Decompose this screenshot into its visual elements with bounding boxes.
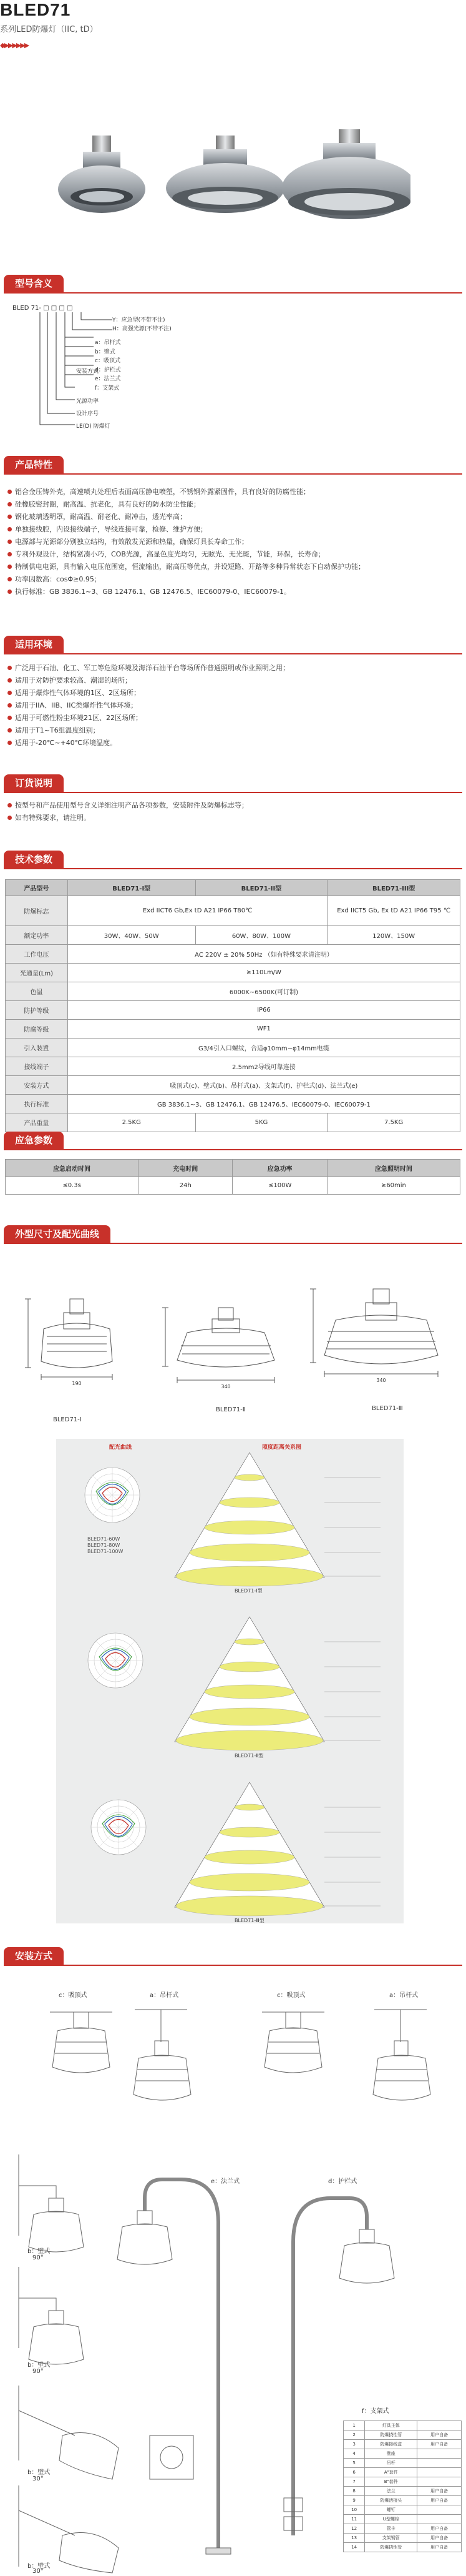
dimension-value: 340 xyxy=(221,1384,231,1389)
parts-cell: 防爆挠性管 xyxy=(365,2543,417,2552)
install-label-a: a：吊杆式 xyxy=(150,1992,179,1999)
feature-item: 电源部与光源部分别独立结构，有效散发光源和热量，确保灯具长寿命工作； xyxy=(6,536,455,548)
parts-cell: 灯具主体 xyxy=(365,2421,417,2430)
section-ordering-title: 订货说明 xyxy=(4,774,64,792)
legend-item: BLED71-80W xyxy=(87,1542,120,1548)
section-emergency xyxy=(4,1132,64,1149)
model-item: f：支架式 xyxy=(95,385,120,392)
install-angle: 30° xyxy=(32,2475,44,2482)
install-angle: 90° xyxy=(32,2254,44,2261)
environment-list xyxy=(6,662,455,749)
parts-cell: A"套件 xyxy=(365,2468,417,2477)
parts-cell: 9 xyxy=(344,2496,365,2505)
install-wall-3 xyxy=(19,2386,119,2479)
dimension-value: 340 xyxy=(376,1378,386,1383)
tech-row-label: 光通量(Lm) xyxy=(6,964,68,982)
model-item: e：法兰式 xyxy=(95,376,121,382)
feature-item: 硅橡胶密封圈，耐高温、抗老化，具有良好的防水防尘性能； xyxy=(6,498,455,511)
parts-cell: 10 xyxy=(344,2505,365,2515)
parts-cell: 3 xyxy=(344,2440,365,2449)
install-wall-1 xyxy=(19,2154,84,2252)
environment-item: 适用于T1~T6组温度组别； xyxy=(6,724,455,737)
tech-header-cell: 产品型号 xyxy=(6,880,68,896)
parts-cell: 用户自备 xyxy=(417,2487,462,2496)
tech-row-label: 产品重量 xyxy=(6,1113,68,1132)
feature-item: 功率因数高：cosΦ≥0.95； xyxy=(6,573,455,586)
tech-cell: AC 220V ± 20% 50Hz （如有特殊要求请注明） xyxy=(67,945,460,964)
parts-cell: 4 xyxy=(344,2449,365,2459)
tech-cell: ≥110Lm/W xyxy=(67,964,460,982)
legend-item: BLED71-60W xyxy=(87,1536,120,1542)
tech-cell: Exd IICT5 Gb, Ex tD A21 IP66 T95 ℃ xyxy=(328,896,460,926)
environment-item: 适用于-20℃~+40℃环境温度。 xyxy=(6,737,455,749)
parts-cell: 螺钉 xyxy=(365,2505,417,2515)
model-item: b：壁式 xyxy=(95,348,115,355)
tech-header-cell: BLED71-III型 xyxy=(328,880,460,896)
section-tech xyxy=(4,851,64,868)
parts-cell: 壁座 xyxy=(365,2449,417,2459)
parts-cell: 8 xyxy=(344,2487,365,2496)
parts-cell: 12 xyxy=(344,2524,365,2534)
tech-row-label: 执行标准 xyxy=(6,1095,68,1113)
dimension-drawings xyxy=(19,1286,455,1411)
install-ceiling-1 xyxy=(50,2012,112,2073)
diagram-label: BLED71-Ⅱ型 xyxy=(235,1753,264,1759)
feature-item: 钢化玻璃透明罩，耐高温、耐老化、耐冲击，透光率高； xyxy=(6,511,455,523)
tech-cell: 2.5mm2导线可靠连接 xyxy=(67,1057,460,1076)
environment-item: 适用于爆炸性气体环境的1区、2区场所； xyxy=(6,687,455,699)
dimension-label: BLED71-Ⅰ xyxy=(53,1416,82,1423)
curve-title: 配光曲线 xyxy=(109,1444,132,1451)
section-install xyxy=(4,1947,64,1965)
section-ordering xyxy=(4,774,64,792)
install-flange-pole xyxy=(117,2179,231,2554)
light-curves xyxy=(56,1439,404,1923)
lamp-photos xyxy=(55,128,410,228)
tech-cell: 7.5KG xyxy=(328,1113,460,1132)
emergency-table xyxy=(5,1159,460,1195)
parts-cell: 用户自备 xyxy=(417,2534,462,2543)
parts-cell: 防爆挠性管 xyxy=(365,2430,417,2440)
tech-row-label: 防护等级 xyxy=(6,1001,68,1020)
feature-item: 特制供电电源，具有输入电压范围宽，恒流输出，耐高压等优点，并设短路、开路等多种异常状态下自动保护功能； xyxy=(6,561,455,573)
parts-cell xyxy=(417,2449,462,2459)
parts-cell: 7 xyxy=(344,2477,365,2487)
diagram-label: BLED71-Ⅰ型 xyxy=(235,1588,263,1594)
feature-item: 单独接线腔，内设接线端子，导线连接可靠，检修、维护方便； xyxy=(6,523,455,536)
light-distribution-panel xyxy=(56,1439,404,1923)
model-item: 设计序号 xyxy=(76,411,99,417)
tech-header-cell: BLED71-I型 xyxy=(67,880,195,896)
legend-item: BLED71-100W xyxy=(87,1549,124,1554)
tech-row-label: 引入装置 xyxy=(6,1039,68,1057)
parts-cell: 用户自备 xyxy=(417,2496,462,2505)
section-install-title: 安装方式 xyxy=(4,1947,64,1965)
tech-cell: 6000K~6500K(可订制) xyxy=(67,982,460,1001)
install-label-f: f：支架式 xyxy=(362,2408,389,2415)
lamp-large xyxy=(282,129,410,219)
install-pendant-2 xyxy=(373,2010,430,2100)
tech-row-label: 接线端子 xyxy=(6,1057,68,1076)
parts-table xyxy=(343,2421,462,2552)
dimension-value: 190 xyxy=(72,1381,82,1386)
section-dimensions xyxy=(4,1225,110,1243)
parts-cell: 法兰 xyxy=(365,2487,417,2496)
section-model-title: 型号含义 xyxy=(4,275,64,292)
ordering-list xyxy=(6,799,455,824)
parts-cell xyxy=(417,2468,462,2477)
parts-cell xyxy=(417,2515,462,2524)
install-angle: 30° xyxy=(32,2568,44,2575)
parts-cell: 5 xyxy=(344,2459,365,2468)
lamp-medium xyxy=(166,136,284,213)
section-dimensions-title: 外型尺寸及配光曲线 xyxy=(4,1225,110,1243)
parts-cell: B"套件 xyxy=(365,2477,417,2487)
model-item: Y：应急型(不带不注) xyxy=(112,317,165,323)
emergency-header-cell: 应急功率 xyxy=(233,1160,327,1177)
emergency-cell: ≤100W xyxy=(233,1177,327,1195)
tech-cell: 5KG xyxy=(195,1113,328,1132)
section-features-title: 产品特性 xyxy=(4,456,64,473)
tech-cell: WF1 xyxy=(67,1020,460,1039)
parts-cell xyxy=(417,2477,462,2487)
diagram-label: BLED71-Ⅲ型 xyxy=(235,1918,265,1923)
ordering-item: 如有特殊要求，请注明。 xyxy=(6,812,455,824)
product-title: BLED71 xyxy=(0,0,71,19)
parts-cell xyxy=(417,2505,462,2515)
tech-cell: 30W、40W、50W xyxy=(67,926,195,945)
tech-header-cell: BLED71-II型 xyxy=(195,880,328,896)
section-features xyxy=(4,456,64,473)
model-code: BLED 71- □ □ □ □ xyxy=(12,305,73,312)
model-item: 安装方式 xyxy=(76,368,99,375)
emergency-cell: ≥60min xyxy=(327,1177,460,1195)
parts-cell: 14 xyxy=(344,2543,365,2552)
tech-row-label: 防爆标志 xyxy=(6,896,68,926)
decorative-arrows: ◆▶▶▶▶▶▶ xyxy=(0,41,29,49)
tech-cell: G3/4引入口螺纹，合适φ10mm~φ14mm电缆 xyxy=(67,1039,460,1057)
feature-item: 专利外观设计，结构紧凑小巧，COB光源，高显色度光均匀，无眩光、无光斑，节能，环保，长寿命； xyxy=(6,548,455,561)
tech-cell: 2.5KG xyxy=(67,1113,195,1132)
parts-cell: 防爆接线盒 xyxy=(365,2440,417,2449)
parts-cell: 1 xyxy=(344,2421,365,2430)
parts-cell: 支架钢管 xyxy=(365,2534,417,2543)
dimension-label: BLED71-Ⅱ xyxy=(216,1406,246,1413)
install-label-b3: b：壁式 xyxy=(27,2469,51,2476)
install-label-b2: b：壁式 xyxy=(27,2362,51,2369)
ordering-item: 按型号和产品使用型号含义详细注明产品各项参数，安装附件及防爆标志等； xyxy=(6,799,455,812)
features-list xyxy=(6,486,455,598)
dimension-label: BLED71-Ⅲ xyxy=(372,1405,403,1412)
section-tech-title: 技术参数 xyxy=(4,851,64,868)
tech-row-label: 色温 xyxy=(6,982,68,1001)
product-subtitle: 系列LED防爆灯（IIC, tD） xyxy=(0,25,98,34)
emergency-cell: ≤0.3s xyxy=(6,1177,138,1195)
install-angle: 90° xyxy=(32,2368,44,2375)
tech-cell: 120W、150W xyxy=(328,926,460,945)
model-item: a：吊杆式 xyxy=(95,340,121,346)
install-pendant-1 xyxy=(133,2010,191,2100)
environment-item: 适用于可燃性粉尘环境21区、22区场所； xyxy=(6,712,455,724)
emergency-header-cell: 应急启动时间 xyxy=(6,1160,138,1177)
parts-cell: 用户自备 xyxy=(417,2440,462,2449)
parts-cell: 6 xyxy=(344,2468,365,2477)
parts-cell: U型螺栓 xyxy=(365,2515,417,2524)
tech-row-label: 额定功率 xyxy=(6,926,68,945)
model-item: LE(D) 防爆灯 xyxy=(76,423,110,430)
parts-cell: 用户自备 xyxy=(417,2524,462,2534)
install-label-a2: a：吊杆式 xyxy=(389,1992,419,1999)
model-item: 光源功率 xyxy=(76,398,99,405)
install-label-c: c：吸顶式 xyxy=(59,1992,87,1999)
tech-cell: IP66 xyxy=(67,1001,460,1020)
parts-cell: 13 xyxy=(344,2534,365,2543)
install-ceiling-2 xyxy=(262,2012,324,2073)
parts-cell: 用户自备 xyxy=(417,2430,462,2440)
tech-table xyxy=(5,879,460,1132)
section-environment-title: 适用环境 xyxy=(4,636,64,653)
environment-item: 适用于对防护要求较高、潮湿的场所； xyxy=(6,674,455,687)
tech-cell: Exd IICT6 Gb,Ex tD A21 IP66 T80℃ xyxy=(67,896,327,926)
section-model xyxy=(4,275,64,292)
parts-cell xyxy=(417,2421,462,2430)
install-wall-4 xyxy=(19,2485,119,2573)
install-label-c2: c：吸顶式 xyxy=(277,1992,306,1999)
model-item: H：高强光源(不带不注) xyxy=(112,326,172,332)
section-environment xyxy=(4,636,64,653)
model-item: c：吸顶式 xyxy=(95,358,120,364)
tech-cell: 60W、80W、100W xyxy=(195,926,328,945)
install-label-b1: b：壁式 xyxy=(27,2248,51,2255)
tech-row-label: 安装方式 xyxy=(6,1076,68,1095)
emergency-cell: 24h xyxy=(138,1177,233,1195)
illuminance-title: 照度距离关系图 xyxy=(262,1444,302,1451)
section-emergency-title: 应急参数 xyxy=(4,1132,64,1149)
feature-item: 铝合金压铸外壳，高速喷丸处理后表面高压静电喷塑，不锈钢外露紧固件，具有良好的防腐性能； xyxy=(6,486,455,498)
feature-item: 执行标准：GB 3836.1~3、GB 12476.1、GB 12476.5、IEC60079-0、IEC60079-1。 xyxy=(6,586,455,598)
parts-cell: 用户自备 xyxy=(417,2543,462,2552)
model-item: d：护栏式 xyxy=(95,367,121,373)
lamp-small xyxy=(58,136,145,213)
parts-cell xyxy=(417,2459,462,2468)
parts-cell: 吊杆 xyxy=(365,2459,417,2468)
install-label-b4: b：壁式 xyxy=(27,2563,51,2570)
tech-row-label: 防腐等级 xyxy=(6,1020,68,1039)
parts-cell: 2 xyxy=(344,2430,365,2440)
tech-cell: GB 3836.1~3、GB 12476.1、GB 12476.5、IEC60079-0、IEC60079-1 xyxy=(67,1095,460,1113)
parts-cell: 管卡 xyxy=(365,2524,417,2534)
environment-item: 适用于IIA、IIB、IIC类爆炸性气体环境； xyxy=(6,699,455,712)
parts-cell: 11 xyxy=(344,2515,365,2524)
install-label-e: e：法兰式 xyxy=(211,2178,240,2185)
install-wall-2 xyxy=(19,2267,84,2364)
tech-cell: 吸顶式(c)、壁式(b)、吊杆式(a)、支架式(f)、护栏式(d)、法兰式(e) xyxy=(67,1076,460,1095)
environment-item: 广泛用于石油、化工、军工等危险环境及海洋石油平台等场所作普通照明或作业照明之用； xyxy=(6,662,455,674)
emergency-header-cell: 充电时间 xyxy=(138,1160,233,1177)
install-label-d: d：护栏式 xyxy=(328,2178,357,2185)
tech-row-label: 工作电压 xyxy=(6,945,68,964)
emergency-header-cell: 应急照明时间 xyxy=(327,1160,460,1177)
parts-cell: 防爆活接头 xyxy=(365,2496,417,2505)
